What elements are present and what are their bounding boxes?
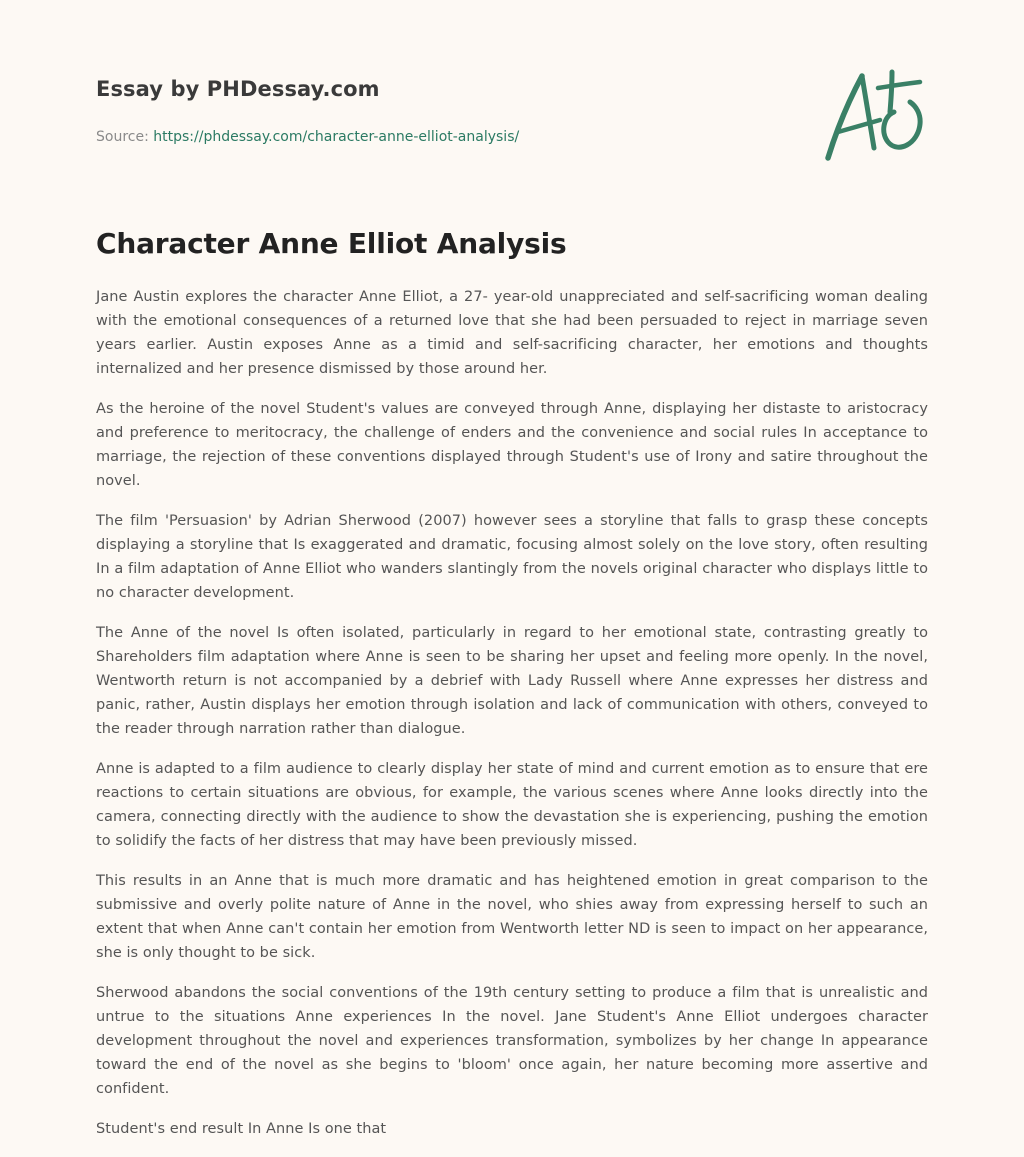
essay-paragraph: Anne is adapted to a film audience to clearly display her state of mind and current emotion as to ensure that ere reactions to certain situations are obvious, for example, the various scenes where Anne looks directly into the camera, connecting directly with the audience to show the devastation she is experiencing, pushing the emotion to solidify the facts of her distress that may have been previously missed. <box>96 761 928 849</box>
a-plus-logo-icon <box>822 66 928 164</box>
source-link[interactable]: https://phdessay.com/character-anne-elliot-analysis/ <box>153 129 520 145</box>
essay-paragraph: The Anne of the novel Is often isolated, particularly in regard to her emotional state, contrasting greatly to Shareholders film adaptation where Anne is seen to be sharing her upset and feeling more openly. In the novel, Wentworth return is not accompanied by a debrief with Lady Russell where Anne expresses her distress and panic, rather, Austin displays her emotion through isolation and lack of communication with others, conveyed to the reader through narration rather than dialogue. <box>96 625 928 737</box>
essay-title: Character Anne Elliot Analysis <box>96 227 567 260</box>
site-title: Essay by PHDessay.com <box>96 77 380 101</box>
essay-body <box>96 285 928 1157</box>
essay-paragraph: Jane Austin explores the character Anne Elliot, a 27- year-old unappreciated and self-sacrificing woman dealing with the emotional consequences of a returned love that she had been persuaded to reject in marriage seven years earlier. Austin exposes Anne as a timid and self-sacrificing character, her emotions and thoughts internalized and her presence dismissed by those around her. <box>96 289 928 377</box>
essay-paragraph: As the heroine of the novel Student's values are conveyed through Anne, displaying her distaste to aristocracy and preference to meritocracy, the challenge of enders and the convenience and social rules In acceptance to marriage, the rejection of these conventions displayed through Student's use of Irony and satire throughout the novel. <box>96 401 928 489</box>
essay-paragraph: Sherwood abandons the social conventions of the 19th century setting to produce a film that is unrealistic and untrue to the situations Anne experiences In the novel. Jane Student's Anne Elliot undergoes character development throughout the novel and experiences transformation, symbolizes by her change In appearance toward the end of the novel as she begins to 'bloom' once again, her nature becoming more assertive and confident. <box>96 985 928 1097</box>
essay-paragraph: The film 'Persuasion' by Adrian Sherwood (2007) however sees a storyline that falls to grasp these concepts displaying a storyline that Is exaggerated and dramatic, focusing almost solely on the love story, often resulting In a film adaptation of Anne Elliot who wanders slantingly from the novels original character who displays little to no character development. <box>96 513 928 601</box>
essay-header <box>96 72 736 148</box>
essay-paragraph: This results in an Anne that is much more dramatic and has heightened emotion in great comparison to the submissive and overly polite nature of Anne in the novel, who shies away from expressing herself to such an extent that when Anne can't contain her emotion from Wentworth letter ND is seen to impact on her appearance, she is only thought to be sick. <box>96 873 928 961</box>
essay-paragraph: Student's end result In Anne Is one that <box>96 1121 387 1137</box>
source-line <box>96 126 736 148</box>
source-label: Source: <box>96 129 149 145</box>
